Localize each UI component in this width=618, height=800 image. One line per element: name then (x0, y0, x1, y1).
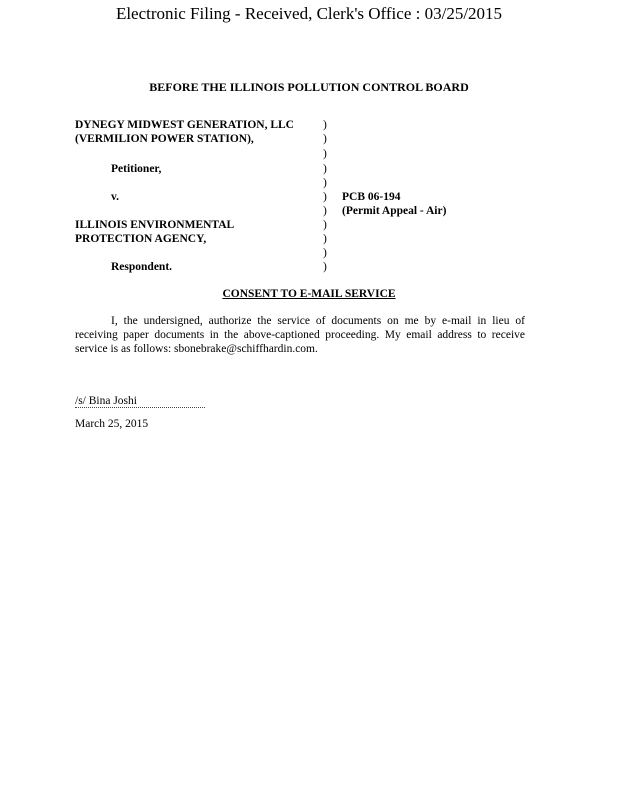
case-type: (Permit Appeal - Air) (342, 205, 447, 217)
petitioner-label: Petitioner, (111, 163, 162, 175)
paren: ) (323, 205, 327, 217)
board-heading: BEFORE THE ILLINOIS POLLUTION CONTROL BOARD (149, 80, 469, 94)
paren: ) (323, 219, 327, 231)
paren: ) (323, 261, 327, 273)
signature-date: March 25, 2015 (75, 418, 149, 430)
respondent-name-line2: PROTECTION AGENCY, (75, 233, 207, 245)
signature-line (75, 394, 205, 408)
consent-text: I, the undersigned, authorize the service of documents on me by e-mail in lieu of receiving paper documents in the above-captioned proceeding. My email address to receive service is as follows: sbonebrake@schiffhardin.com. (75, 315, 525, 355)
paren: ) (323, 148, 327, 160)
signature: /s/ Bina Joshi (75, 395, 137, 407)
document-title-text: CONSENT TO E-MAIL SERVICE (222, 288, 396, 300)
signature-block (75, 394, 205, 411)
paren: ) (323, 133, 327, 145)
paren: ) (323, 233, 327, 245)
respondent-name-line1: ILLINOIS ENVIRONMENTAL (75, 219, 235, 231)
versus-label: v. (111, 191, 119, 203)
paren: ) (323, 119, 327, 131)
petitioner-name-line1: DYNEGY MIDWEST GENERATION, LLC (75, 119, 294, 131)
petitioner-name-line2: (VERMILION POWER STATION), (75, 133, 254, 145)
paren: ) (323, 163, 327, 175)
case-number: PCB 06-194 (342, 191, 401, 203)
consent-paragraph (75, 314, 525, 356)
paren: ) (323, 177, 327, 189)
paren: ) (323, 191, 327, 203)
document-title (0, 288, 618, 300)
filing-stamp: Electronic Filing - Received, Clerk's Office : 03/25/2015 (115, 4, 503, 23)
paren: ) (323, 247, 327, 259)
respondent-label: Respondent. (111, 261, 173, 273)
